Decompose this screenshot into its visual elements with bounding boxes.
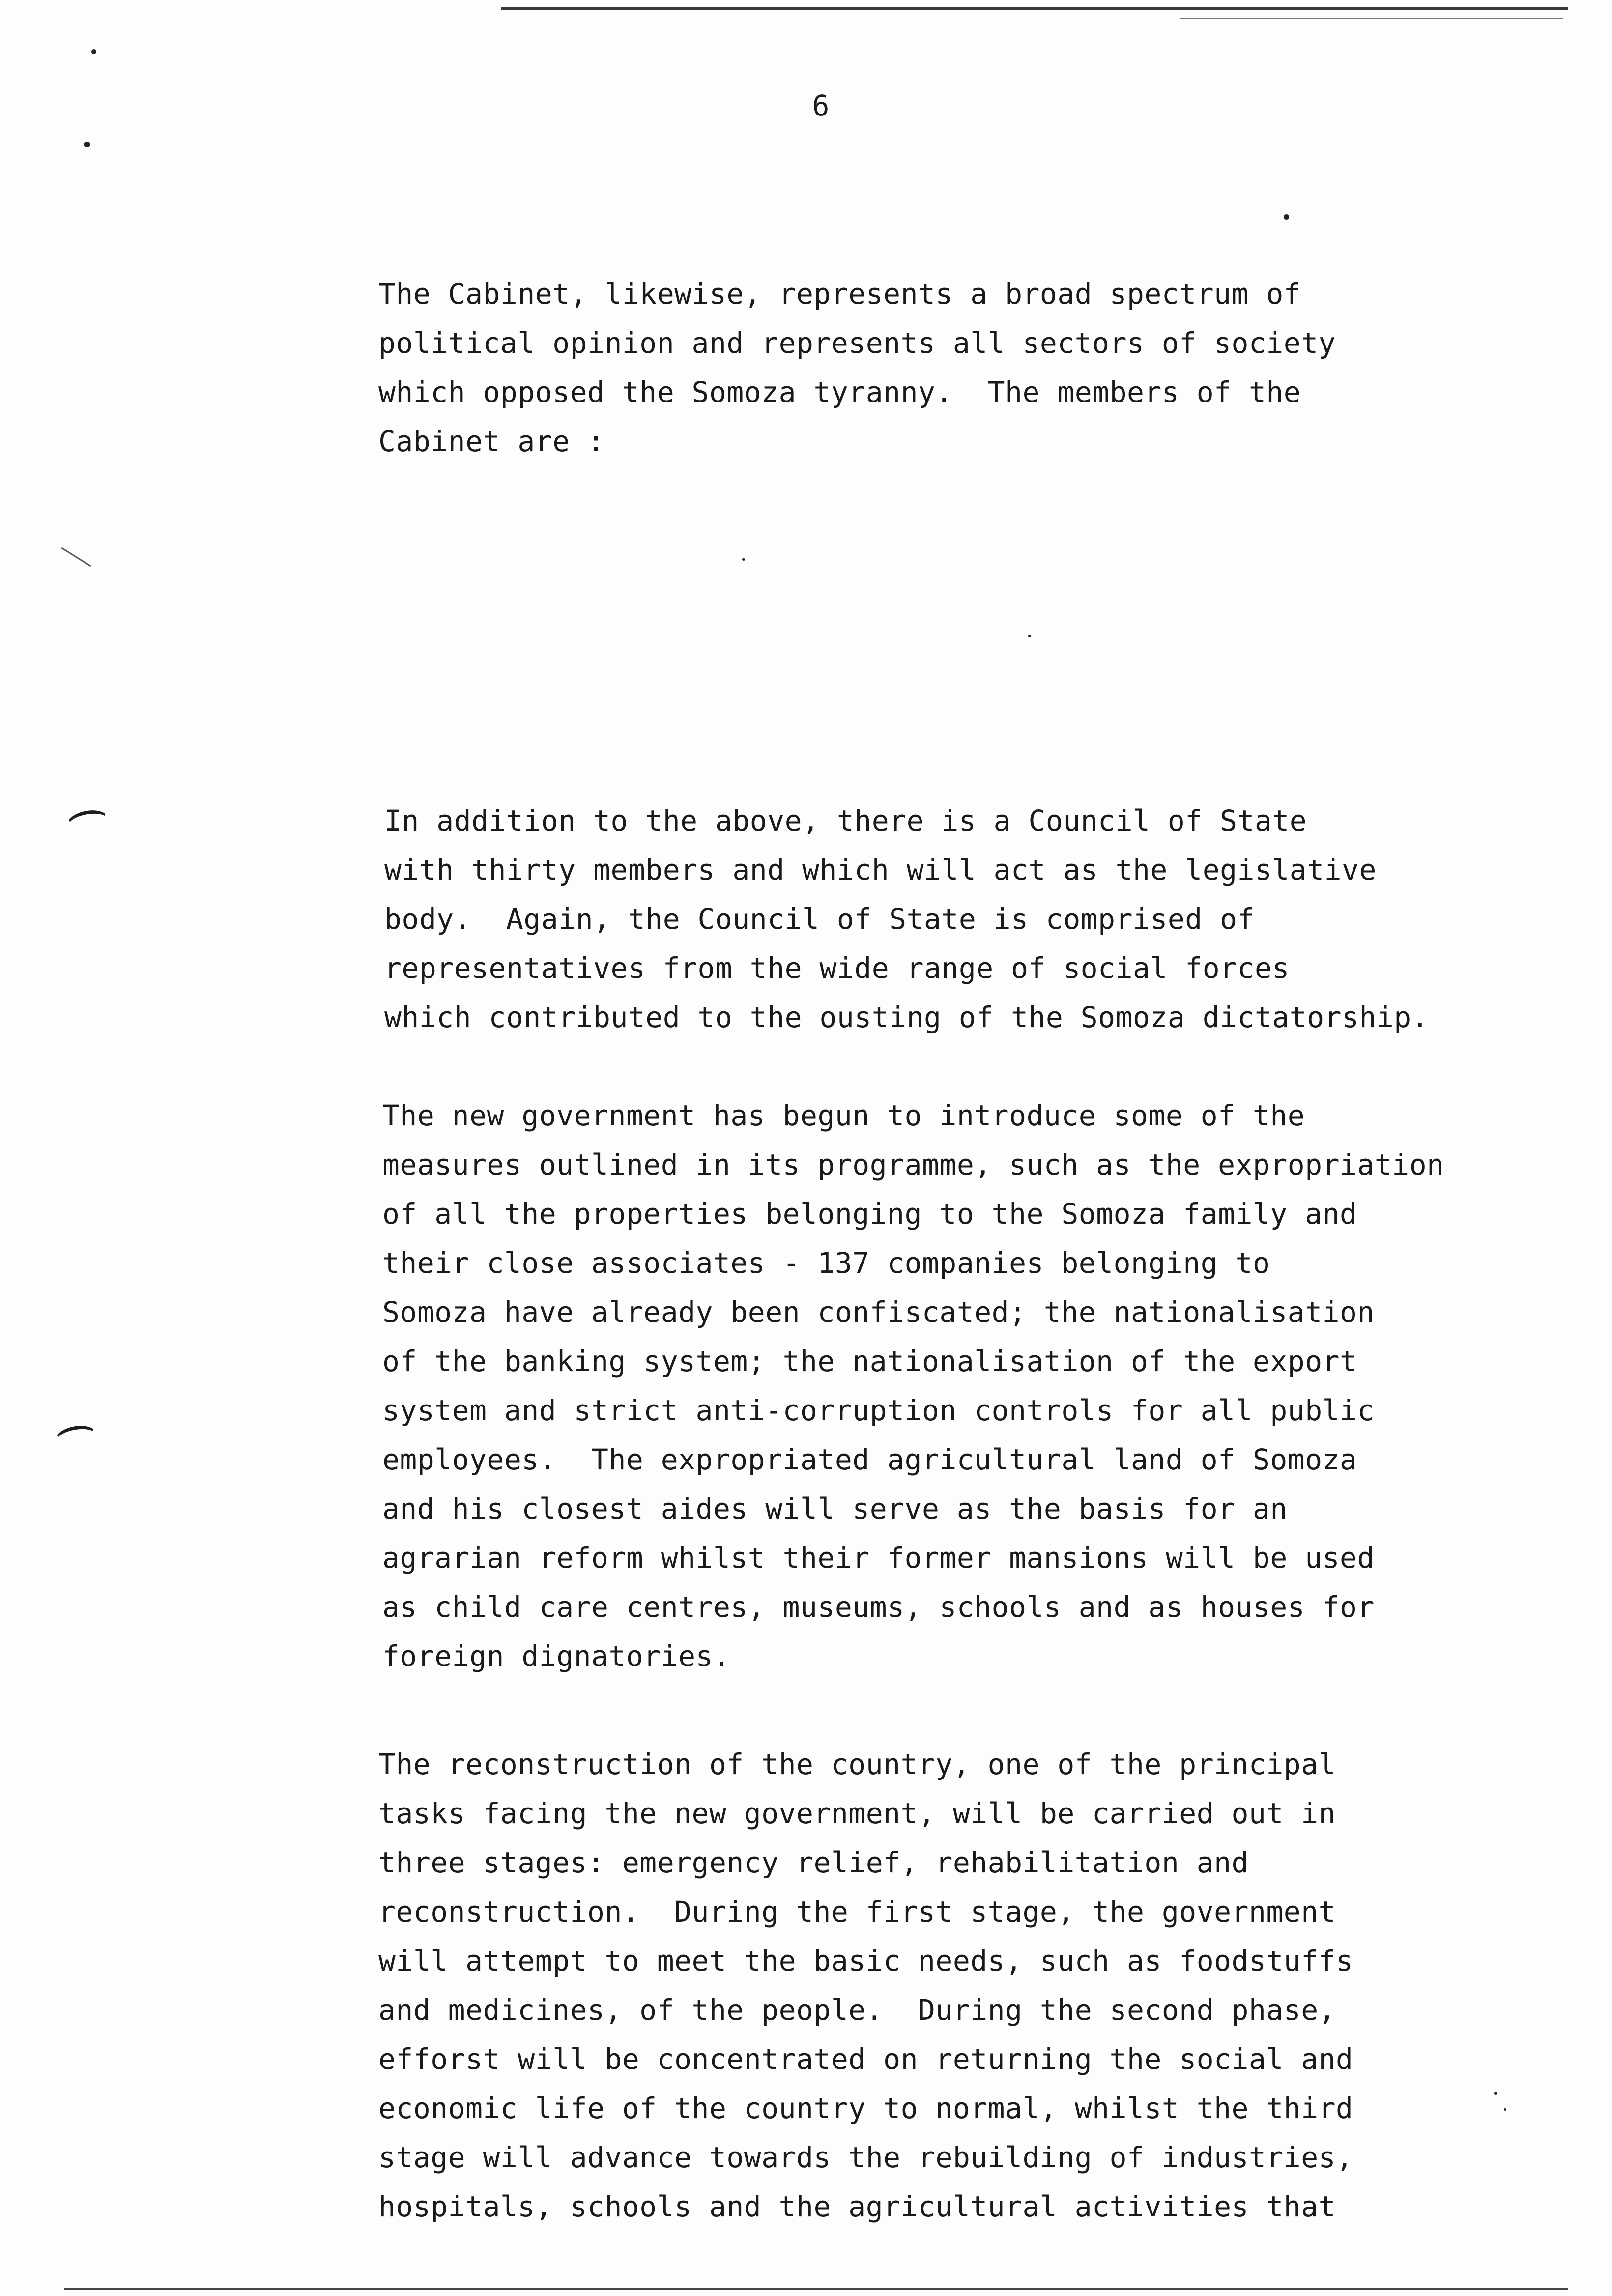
text-line: their close associates - 137 companies belonging to <box>382 1246 1270 1280</box>
scan-speck <box>91 49 96 54</box>
text-line: hospitals, schools and the agricultural activities that <box>378 2190 1336 2223</box>
top-rule <box>501 7 1568 10</box>
page-number: 6 <box>812 89 830 122</box>
text-line: system and strict anti-corruption controls for all public <box>382 1394 1375 1427</box>
scan-speck <box>1504 2108 1506 2111</box>
text-line: body. Again, the Council of State is comprised of <box>384 902 1255 936</box>
text-line: Cabinet are : <box>378 425 605 458</box>
scan-speck <box>1028 635 1031 637</box>
text-line: and medicines, of the people. During the second phase, <box>378 1993 1336 2027</box>
text-line: political opinion and represents all sectors of society <box>378 326 1336 360</box>
text-line: stage will advance towards the rebuilding of industries, <box>378 2141 1353 2174</box>
scan-mark <box>61 547 91 567</box>
scan-speck <box>1284 214 1289 220</box>
scan-speck <box>742 558 745 561</box>
text-line: The reconstruction of the country, one of the principal <box>378 1748 1336 1781</box>
text-line: foreign dignatories. <box>382 1639 731 1673</box>
text-line: reconstruction. During the first stage, the government <box>378 1895 1336 1928</box>
text-line: In addition to the above, there is a Council of State <box>384 804 1307 837</box>
text-line: representatives from the wide range of social forces <box>384 951 1290 985</box>
text-line: will attempt to meet the basic needs, such as foodstuffs <box>378 1944 1353 1978</box>
text-line: which opposed the Somoza tyranny. The members of the <box>378 375 1301 409</box>
paragraph-new-government-measures <box>382 1091 1464 1681</box>
paragraph-cabinet <box>378 269 1460 466</box>
scan-mark <box>65 807 111 837</box>
scan-mark <box>54 1423 99 1453</box>
text-line: which contributed to the ousting of the Somoza dictatorship. <box>384 1001 1429 1034</box>
text-line: The Cabinet, likewise, represents a broad spectrum of <box>378 277 1301 311</box>
scan-speck <box>84 142 90 147</box>
text-line: with thirty members and which will act as the legislative <box>384 853 1377 887</box>
scan-speck <box>1494 2092 1497 2095</box>
text-line: of the banking system; the nationalisation of the export <box>382 1345 1357 1378</box>
text-line: agrarian reform whilst their former mansions will be used <box>382 1541 1375 1575</box>
text-line: employees. The expropriated agricultural land of Somoza <box>382 1443 1357 1476</box>
paragraph-council-of-state <box>384 796 1466 1042</box>
text-line: as child care centres, museums, schools and as houses for <box>382 1590 1375 1624</box>
paragraph-reconstruction <box>378 1740 1460 2231</box>
text-line: economic life of the country to normal, whilst the third <box>378 2092 1353 2125</box>
text-line: The new government has begun to introduce some of the <box>382 1099 1305 1132</box>
top-rule-shadow <box>1180 18 1563 19</box>
bottom-rule <box>64 2288 1568 2290</box>
text-line: three stages: emergency relief, rehabilitation and <box>378 1846 1249 1879</box>
text-line: tasks facing the new government, will be carried out in <box>378 1797 1336 1830</box>
text-line: Somoza have already been confiscated; the nationalisation <box>382 1295 1375 1329</box>
text-line: of all the properties belonging to the Somoza family and <box>382 1197 1357 1231</box>
text-line: efforst will be concentrated on returning the social and <box>378 2042 1353 2076</box>
text-line: measures outlined in its programme, such as the expropriation <box>382 1148 1444 1181</box>
text-line: and his closest aides will serve as the basis for an <box>382 1492 1288 1525</box>
